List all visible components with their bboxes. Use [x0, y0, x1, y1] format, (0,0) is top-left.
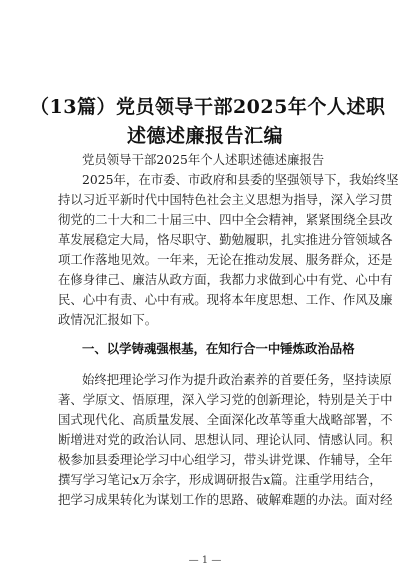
paragraph-line: 政情况汇报如下。 [58, 312, 158, 327]
document-title-line-2: 述德述廉报告汇编 [126, 125, 283, 147]
paragraph-line: 项工作落地见效。一年来，无论在推动发展、服务群众，还是 [58, 252, 393, 267]
document-title-line-1: （13篇）党员领导干部2025年个人述职 [30, 96, 386, 118]
paragraph-line: 国式现代化、高质量发展、全面深化改革等重大战略部署，不 [58, 412, 393, 427]
page-number: — 1 — [188, 555, 222, 566]
paragraph-line: 民、心中有责、心中有戒。现将本年度思想、工作、作风及廉 [58, 292, 393, 307]
paragraph-line: 把学习成果转化为谋划工作的思路、破解难题的办法。面对经 [58, 492, 393, 507]
paragraph-line: 极参加县委理论学习中心组学习，带头讲党课、作辅导，全年 [58, 452, 393, 467]
section-heading: 一、以学铸魂强根基，在知行合一中锤炼政治品格 [82, 341, 355, 356]
paragraph-line: 著、学原文、悟原理，深入学习党的创新理论，特别是关于中 [58, 392, 393, 407]
paragraph-line: 在修身律己、廉洁从政方面，我都力求做到心中有党、心中有 [58, 272, 393, 287]
paragraph-line: 断增进对党的政治认同、思想认同、理论认同、情感认同。积 [58, 432, 393, 447]
paragraph-line: 彻党的二十大和二十届三中、四中全会精神，紧紧围绕全县改 [58, 212, 393, 227]
paragraph-line: 撰写学习笔记x万余字，形成调研报告x篇。注重学用结合， [58, 472, 382, 487]
paragraph-line: 始终把理论学习作为提升政治素养的首要任务，坚持读原 [82, 372, 392, 387]
paragraph-line: 2025年，在市委、市政府和县委的坚强领导下，我始终坚 [82, 172, 399, 187]
paragraph-line: 持以习近平新时代中国特色社会主义思想为指导，深入学习贯 [58, 192, 393, 207]
report-subtitle: 党员领导干部2025年个人述职述德述廉报告 [82, 152, 325, 167]
paragraph-line: 革发展稳定大局，恪尽职守、勤勉履职，扎实推进分管领域各 [58, 232, 393, 247]
